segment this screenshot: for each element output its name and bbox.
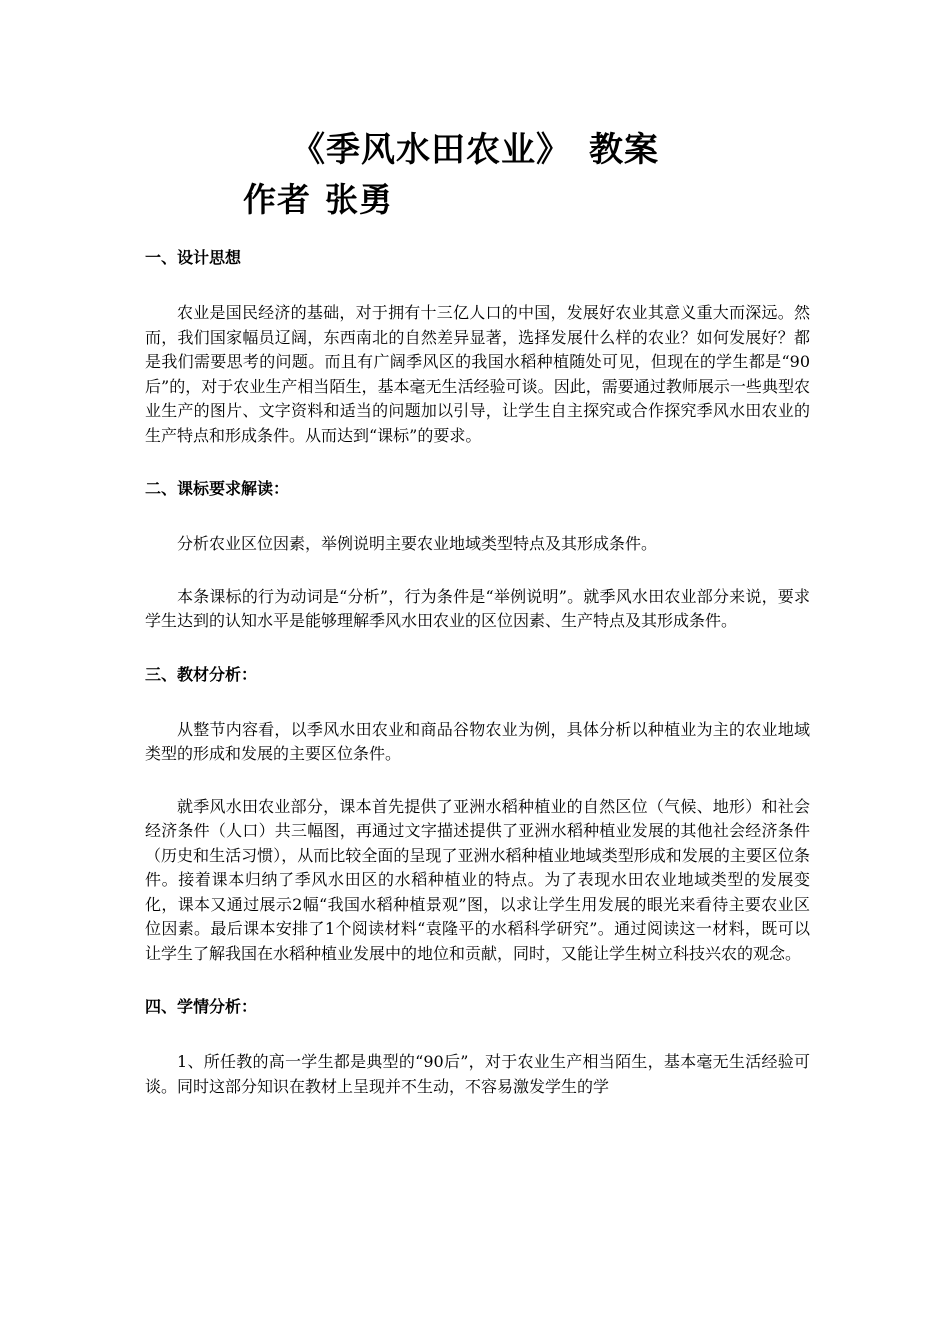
document-body: [145, 245, 810, 1099]
title-suffix: 教案: [589, 130, 659, 170]
paragraph-students-1: 1、所任教的高一学生都是典型的“90后”，对于农业生产相当陌生，基本毫无生活经验可谈。同时这部分知识在教材上呈现并不生动，不容易激发学生的学: [145, 1052, 810, 1096]
section-heading-standard: 二、课标要求解读：: [145, 479, 290, 498]
author-label: 作者: [243, 180, 311, 219]
paragraph-textbook-1: 从整节内容看，以季风水田农业和商品谷物农业为例，具体分析以种植业为主的农业地域类型的形成和发展的主要区位条件。: [145, 719, 810, 763]
title-main: 《季风水田农业》: [291, 130, 571, 170]
author-name: 张勇: [325, 180, 393, 219]
paragraph-textbook-2: 就季风水田农业部分，课本首先提供了亚洲水稻种植业的自然区位（气候、地形）和社会经济条件（人口）共三幅图，再通过文字描述提供了亚洲水稻种植业发展的其他社会经济条件（历史和生活习惯），从而比较全面的呈现了亚洲水稻种植业地域类型形成和发展的主要区位条件。接着课本归纳了季风水田区的水稻种植业的特点。为了表现水田农业地域类型的发展变化，课本又通过展示2幅“我国水稻种植景观”图，以求让学生用发展的眼光来看待主要农业区位因素。最后课本安排了1个阅读材料“袁隆平的水稻科学研究”。通过阅读这一材料，既可以让学生了解我国在水稻种植业发展中的地位和贡献，同时，又能让学生树立科技兴农的观念。: [145, 796, 810, 963]
author-line: [243, 178, 393, 222]
paragraph-standard-2: 本条课标的行为动词是“分析”，行为条件是“举例说明”。就季风水田农业部分来说，要求学生达到的认知水平是能够理解季风水田农业的区位因素、生产特点及其形成条件。: [145, 586, 810, 630]
paragraph-design: 农业是国民经济的基础，对于拥有十三亿人口的中国，发展好农业其意义重大而深远。然而，我们国家幅员辽阔，东西南北的自然差异显著，选择发展什么样的农业？如何发展好？都是我们需要思考的问题。而且有广阔季风区的我国水稻种植随处可见，但现在的学生都是“90后”的，对于农业生产相当陌生，基本毫无生活经验可谈。因此，需要通过教师展示一些典型农业生产的图片、文字资料和适当的问题加以引导，让学生自主探究或合作探究季风水田农业的生产特点和形成条件。从而达到“课标”的要求。: [145, 303, 810, 445]
section-heading-students: 四、学情分析：: [145, 997, 258, 1016]
section-heading-design: 一、设计思想: [145, 248, 242, 267]
document-title: [0, 128, 950, 172]
paragraph-standard-1: 分析农业区位因素，举例说明主要农业地域类型特点及其形成条件。: [177, 534, 658, 553]
section-heading-textbook: 三、教材分析：: [145, 664, 258, 684]
